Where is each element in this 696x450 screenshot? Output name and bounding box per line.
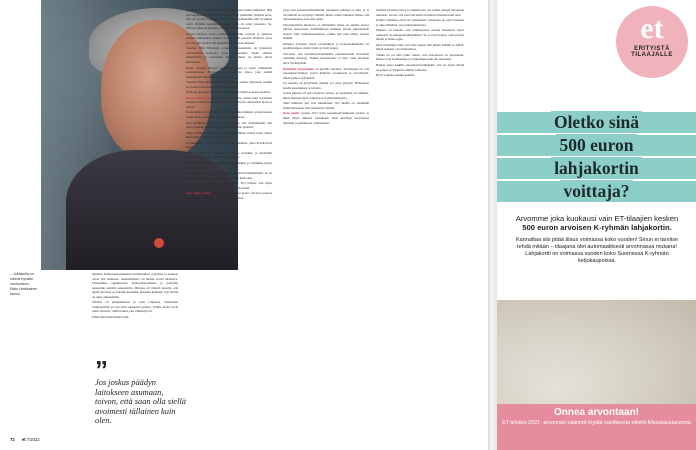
badge-text-2: TILAAJALLE <box>631 52 673 58</box>
rainbow-pin-icon <box>154 238 164 248</box>
paragraph-text: ikääntymistä, ystäväni kertoi olevansa jonossa hoivakotiin, jossa asuu sateenkaarivanhuksia. <box>186 191 273 200</box>
article-paragraph <box>376 53 464 62</box>
article-paragraph <box>186 96 272 110</box>
article-paragraph <box>186 161 272 170</box>
paragraph-text: vuonna 2012 työtä sateenkaarivanhusten parissa, ja minä liityin mukaan toimintaan. Olen kiertänyt kertomassa tarinaani ja puhumassa vanhuudesta. <box>283 111 369 125</box>
paragraph-lead: Kun aloin pohtia <box>186 191 211 196</box>
ad-details: Kannattaa siis pitää tilaus voimassa koko vuoden! Sinun ei tarvitse tehdä mitään – tilaajana olet automaattisesti arvonnassa mukana! Lahjakortti on voimassa vuoden koko Suomessa K-ryhmän ketjukaupoissa. <box>515 237 679 264</box>
paragraph-text: muuttui, homoseksuaalisuuteen kohdistuneet syytökset ja asenteet olivat yhä olemassa. Asenneilmasto oli monin tavoin ahdistava. Esimerkiksi oppikirjoissa homoseksuaalisuus ja pedofilia niputettiin samalla aukeamalla. Minusta oli tärkeää ajatella, että meitä tarvitaan ja pidettiin kuitenkin tärkeänä ihmisinä. Nyt meillä on omat oikeutemme. <box>92 272 178 299</box>
paragraph-text: Pysyin kauppaa erossa julkisuudesta. Elin vapaasti ja rauhassa omassa elämässäni, kunnes vuonna 1990 perustin yhteisön, jossa sai olla oma itsensä. Myöhemmin tuli Setaan mukaan. <box>186 31 272 45</box>
headline-line-2: 500 euron <box>556 134 636 156</box>
article-paragraph <box>376 63 464 72</box>
article-paragraph <box>376 43 464 52</box>
paragraph-text: Vuonna 1990 pääsin kiinteästi jäseneksi omaan yhteisöön. Kaikki ne vuodet ovat olleet minulle arvokkaita. <box>186 80 272 89</box>
paragraph-text: jossa asui sateenkaarihenkilöitä. Suomessa sellaisia ei ollut, ja se oli minulle iso kysymys. Mietin, miten voisin vaikuttaa siihen, että tulevaisuudessa asia olisi toisin. <box>283 8 369 22</box>
article-paragraph <box>283 111 369 125</box>
article-paragraph <box>186 171 272 180</box>
article-paragraph <box>186 121 272 130</box>
article-paragraph <box>92 315 178 320</box>
article-paragraph <box>283 81 369 90</box>
headline-line-3: lahjakortin <box>551 157 642 179</box>
article-paragraph <box>186 32 272 46</box>
article-paragraph <box>186 90 272 95</box>
paragraph-text: En muuttanut sitä, mitä olin. Rakastin ihmisiä, jotka hyväksyivät minut. <box>186 140 272 150</box>
badge-text-1: ERITYISTÄ <box>634 46 670 52</box>
paragraph-text: Kaikki vanhukset eivät ole samanlaisia. Jokaisella on oma tarinansa ja oma elämänsä, jota pitää kunnioittaa. <box>376 18 464 27</box>
issue-number: 7/2022 <box>26 437 40 442</box>
ad-headline <box>497 112 696 204</box>
paragraph-lead: Omien käytössä <box>186 95 211 100</box>
paragraph-text: Minusta on tärkeää, että vanhustyössä otetaan huomioon myös seksuaali- ja sukupuolivähemmistöt. Se ei vaadi paljon, vain avointa mieltä ja halua oppia. <box>376 28 464 42</box>
photo-caption: – Jokaisella on oikeus hyvään vanhuuteen, Risto Hartikainen sanoo. <box>10 272 38 296</box>
page-footer <box>10 437 40 442</box>
article-paragraph <box>283 101 369 110</box>
article-paragraph <box>186 66 272 80</box>
article-paragraph <box>186 181 272 190</box>
paragraph-lead: Seta aloitti <box>283 111 300 116</box>
article-paragraph <box>283 91 369 100</box>
article-column-4 <box>376 8 464 79</box>
article-paragraph <box>376 18 464 27</box>
paragraph-text: Kävin vuosien mittaan vapaaehtoistyössä ja oman vanhuuteni suunnittelussa. Huomasin, että en ole ainoa, joka pelkää ikääntymistä ilman omaa yhteisöä. <box>186 65 272 79</box>
paragraph-text: Olen kiitollinen siitä, että olen saanut elää pitkän elämän ja nähdä, miten asenteet ovat muuttuneet. <box>376 42 464 52</box>
ad-intro-text: Arvomme joka kuukausi vain ET-tilaajien kesken <box>515 214 679 223</box>
article-paragraph <box>376 73 464 78</box>
article-paragraph <box>186 110 272 119</box>
headline-line-1: Oletko sinä <box>551 111 642 133</box>
paragraph-lead: Hanketta toteutetaan <box>283 66 315 71</box>
paragraph-text: Suurin osa elämästäni on ollut hyvää. Nyt haluan, että myös vanhuuteni on sellaista, jossa voin olla oma itseni. <box>186 181 272 190</box>
article-paragraph <box>186 151 272 160</box>
article-paragraph <box>186 46 272 64</box>
article-column-2 <box>186 8 272 201</box>
paragraph-text: Samalla tarvitaan tietoa ja ymmärrystä. Jos joskus pääsyn laitokseen asumaan, toivon, että saan olla siellä avoimesti tällainen kuin olen. <box>376 8 464 17</box>
article-paragraph <box>92 272 178 299</box>
paragraph-text: Kotikulmilla oli paljon ystäviä ja muutamia ihmisiä, joiden kanssa vietin aikaa sosiaalisissa tilanteissa ja juhlissa. <box>186 110 272 120</box>
article-column-3 <box>283 8 369 126</box>
paragraph-text: Kun päätimme muuttaa yhteen, tajusin, että sisimmässäni olin etsinyt kumppania koko ajan. Kotiuduimme yhdessä. <box>186 120 272 130</box>
ad-banner <box>497 404 696 450</box>
article-paragraph <box>186 141 272 150</box>
ad-intro <box>511 214 683 232</box>
article-column-1 <box>92 272 178 320</box>
paragraph-text: Vuonna 1996 tulin ensimmäistä kertaa isoisäksi, ja sittemmin perheeseen on syntynyt lisää lapsenlapsia. <box>186 150 272 160</box>
paragraph-text: Jos kenellä on kysyttävää, meihin voi ottaa yhteyttä. Haluamme kuulla kokemuksia ja toiveita. <box>283 81 369 90</box>
ad-body <box>511 214 683 265</box>
paragraph-text: Toivoisin, että sateenkaarivanhuksille rakennettaisiin turvallisia asumisen muotoja. Pelkkä suvaitsevuus ei riitä, vaan tarvitaan aitoa hyväksyntää. <box>283 51 369 66</box>
paragraph-text: Palvelutaloihin muuttava ei välttämättä halua tai uskalla kertoa omasta taustastaan. Pahimmillaan ihminen joutuu piilottamaan itsensä vielä vanhuusvuosinaan, vaikka hän olisi elänyt avointa elämää. <box>283 22 369 41</box>
paragraph-text: Mutta heidän vanhuutensa oli vaikea. Hänen isänsä kuoli ennen kuin ehdin tutustua häneen kunnolla. <box>186 130 272 140</box>
banner-text: ET-lehden 2021 -arvonnan säännöt löydät osoitteesta etlehti.fi/kuukausiarvonta <box>502 420 691 426</box>
article-paragraph <box>186 131 272 140</box>
right-page <box>497 0 696 450</box>
paragraph-text: Sodan jälkeen oli pula monesta asiasta, ja lapsuuteni oli niukkaa, mutta muistan myös paljon iloa ja yhteisöllisyyttä. <box>283 91 369 100</box>
paragraph-text: Siinä mielessä ajat ovat muuttuneet. Nyt meillä on enemmän mahdollisuuksia elää omanlaista elämää. <box>283 101 369 110</box>
paragraph-text: Tehtävä oli pitkäjänteinen ja vaati rohkeutta. Valmistuin vanhustyöhön ja tein töitä vanhusten parissa. Vaikka monet eivät olleet tietoisia, välillä tuntui, että vähättelyä oli. <box>92 300 178 314</box>
article-paragraph <box>92 300 178 314</box>
paragraph-text: Kaikesta ohjatusta toiminnasta huolimatta minut koetaan edelleen. <box>186 90 271 95</box>
magazine-name: et <box>21 437 26 442</box>
paragraph-text: Vuonna 1984 Helsingin aviaatio lentoasemalla oli järjestetty ensimmäinen homoilta, jossa kohtasimme. Siellä olimme yhteisöllisiä ja toistemme tukena, mutta ne hetket olivat harvinaisia. <box>186 46 272 65</box>
article-paragraph <box>283 23 369 41</box>
article-paragraph <box>186 191 272 200</box>
page-number: 72 <box>10 437 15 442</box>
article-paragraph <box>186 80 272 89</box>
article-paragraph <box>283 52 369 66</box>
article-paragraph <box>186 8 272 31</box>
page-gutter <box>488 0 497 450</box>
paragraph-text: juhlimassa pari vuotta, ennen kuin itsenäisen kaartiini, kaikki sekä esiintyminen meni hyvin. Mielestäni hyviä ja tuttuja. <box>186 95 273 109</box>
pull-quote: Jos joskus päädyn laitokseen asumaan, toivon, että saan olla siellä avoimesti tällainen kuin olen. <box>95 378 186 426</box>
paragraph-text: Onneksi nykyään ollaan avoimempia ja hoitohenkilökunta on koulutetumpaa, mutta työtä on vielä paljon. <box>283 41 369 51</box>
ad-prize-text: 500 euron arvoisen K-ryhmän lahjakortin. <box>522 223 672 233</box>
paragraph-text: Haluan sanoa kaikille sateenkaarivanhuksille: ette ole yksin. Meitä on paljon, ja yhdessä voimme vaikuttaa. <box>376 63 464 72</box>
paragraph-text: Nyt minulla on läheinen suhde heihin kaikkiin, ja vietämme paljon aikaa yhdessä. <box>186 160 272 170</box>
article-paragraph <box>283 8 369 22</box>
article-paragraph <box>283 67 369 81</box>
paragraph-text: Aikanaan ihmiset pelkäsivät ja heitä pidettiin kummallisina. Se on muuttunut, ja nykyisin saan olla sellainen kuin olen. <box>186 171 272 180</box>
article-paragraph <box>376 8 464 17</box>
banner-title: Onnea arvontaan! <box>553 407 640 418</box>
paragraph-text: Eihän siitä ikinä ilmoita niin. <box>92 314 130 319</box>
paragraph-text: Hyvä vanhuus kuuluu kaikille. <box>376 73 416 78</box>
quote-marks-icon: ” <box>95 355 108 385</box>
headline-line-4: voittaja? <box>560 180 632 202</box>
paragraph-text: eri puolilla Suomea. Tavoitteena on, että sateenkaari-ihmiset voivat ikääntyä arvokkaasti ja turvallisesti, ilman pelkoa syrjinnästä. <box>283 66 370 80</box>
et-logo: et <box>640 12 664 45</box>
paragraph-text: Hyvin pian vaimollani selvisi, etteivät naiset minua kiinnosta. Hän oli kuitenkin hyvin ymmärtäväinen. Kun päätimme yhdessä erota, hän oli syvästi loukkaantunut, mutta myöhemmin hän hyväksyi asian. Olimme kumpikin ihmisiä, joilla oli omat tarpeensa. Se, mitä me yhdessä koimme, oli kuitenkin arvokasta. <box>186 8 272 31</box>
paragraph-text: Vaikka tie on ollut pitkä, uskon, että tulevaisuus on valoisampi. Nuoret ovat avoimempia ja rohkeampia kuin me aikoinaan. <box>376 52 464 62</box>
article-paragraph <box>283 42 369 51</box>
article-paragraph <box>376 28 464 42</box>
subscriber-badge <box>616 6 688 78</box>
